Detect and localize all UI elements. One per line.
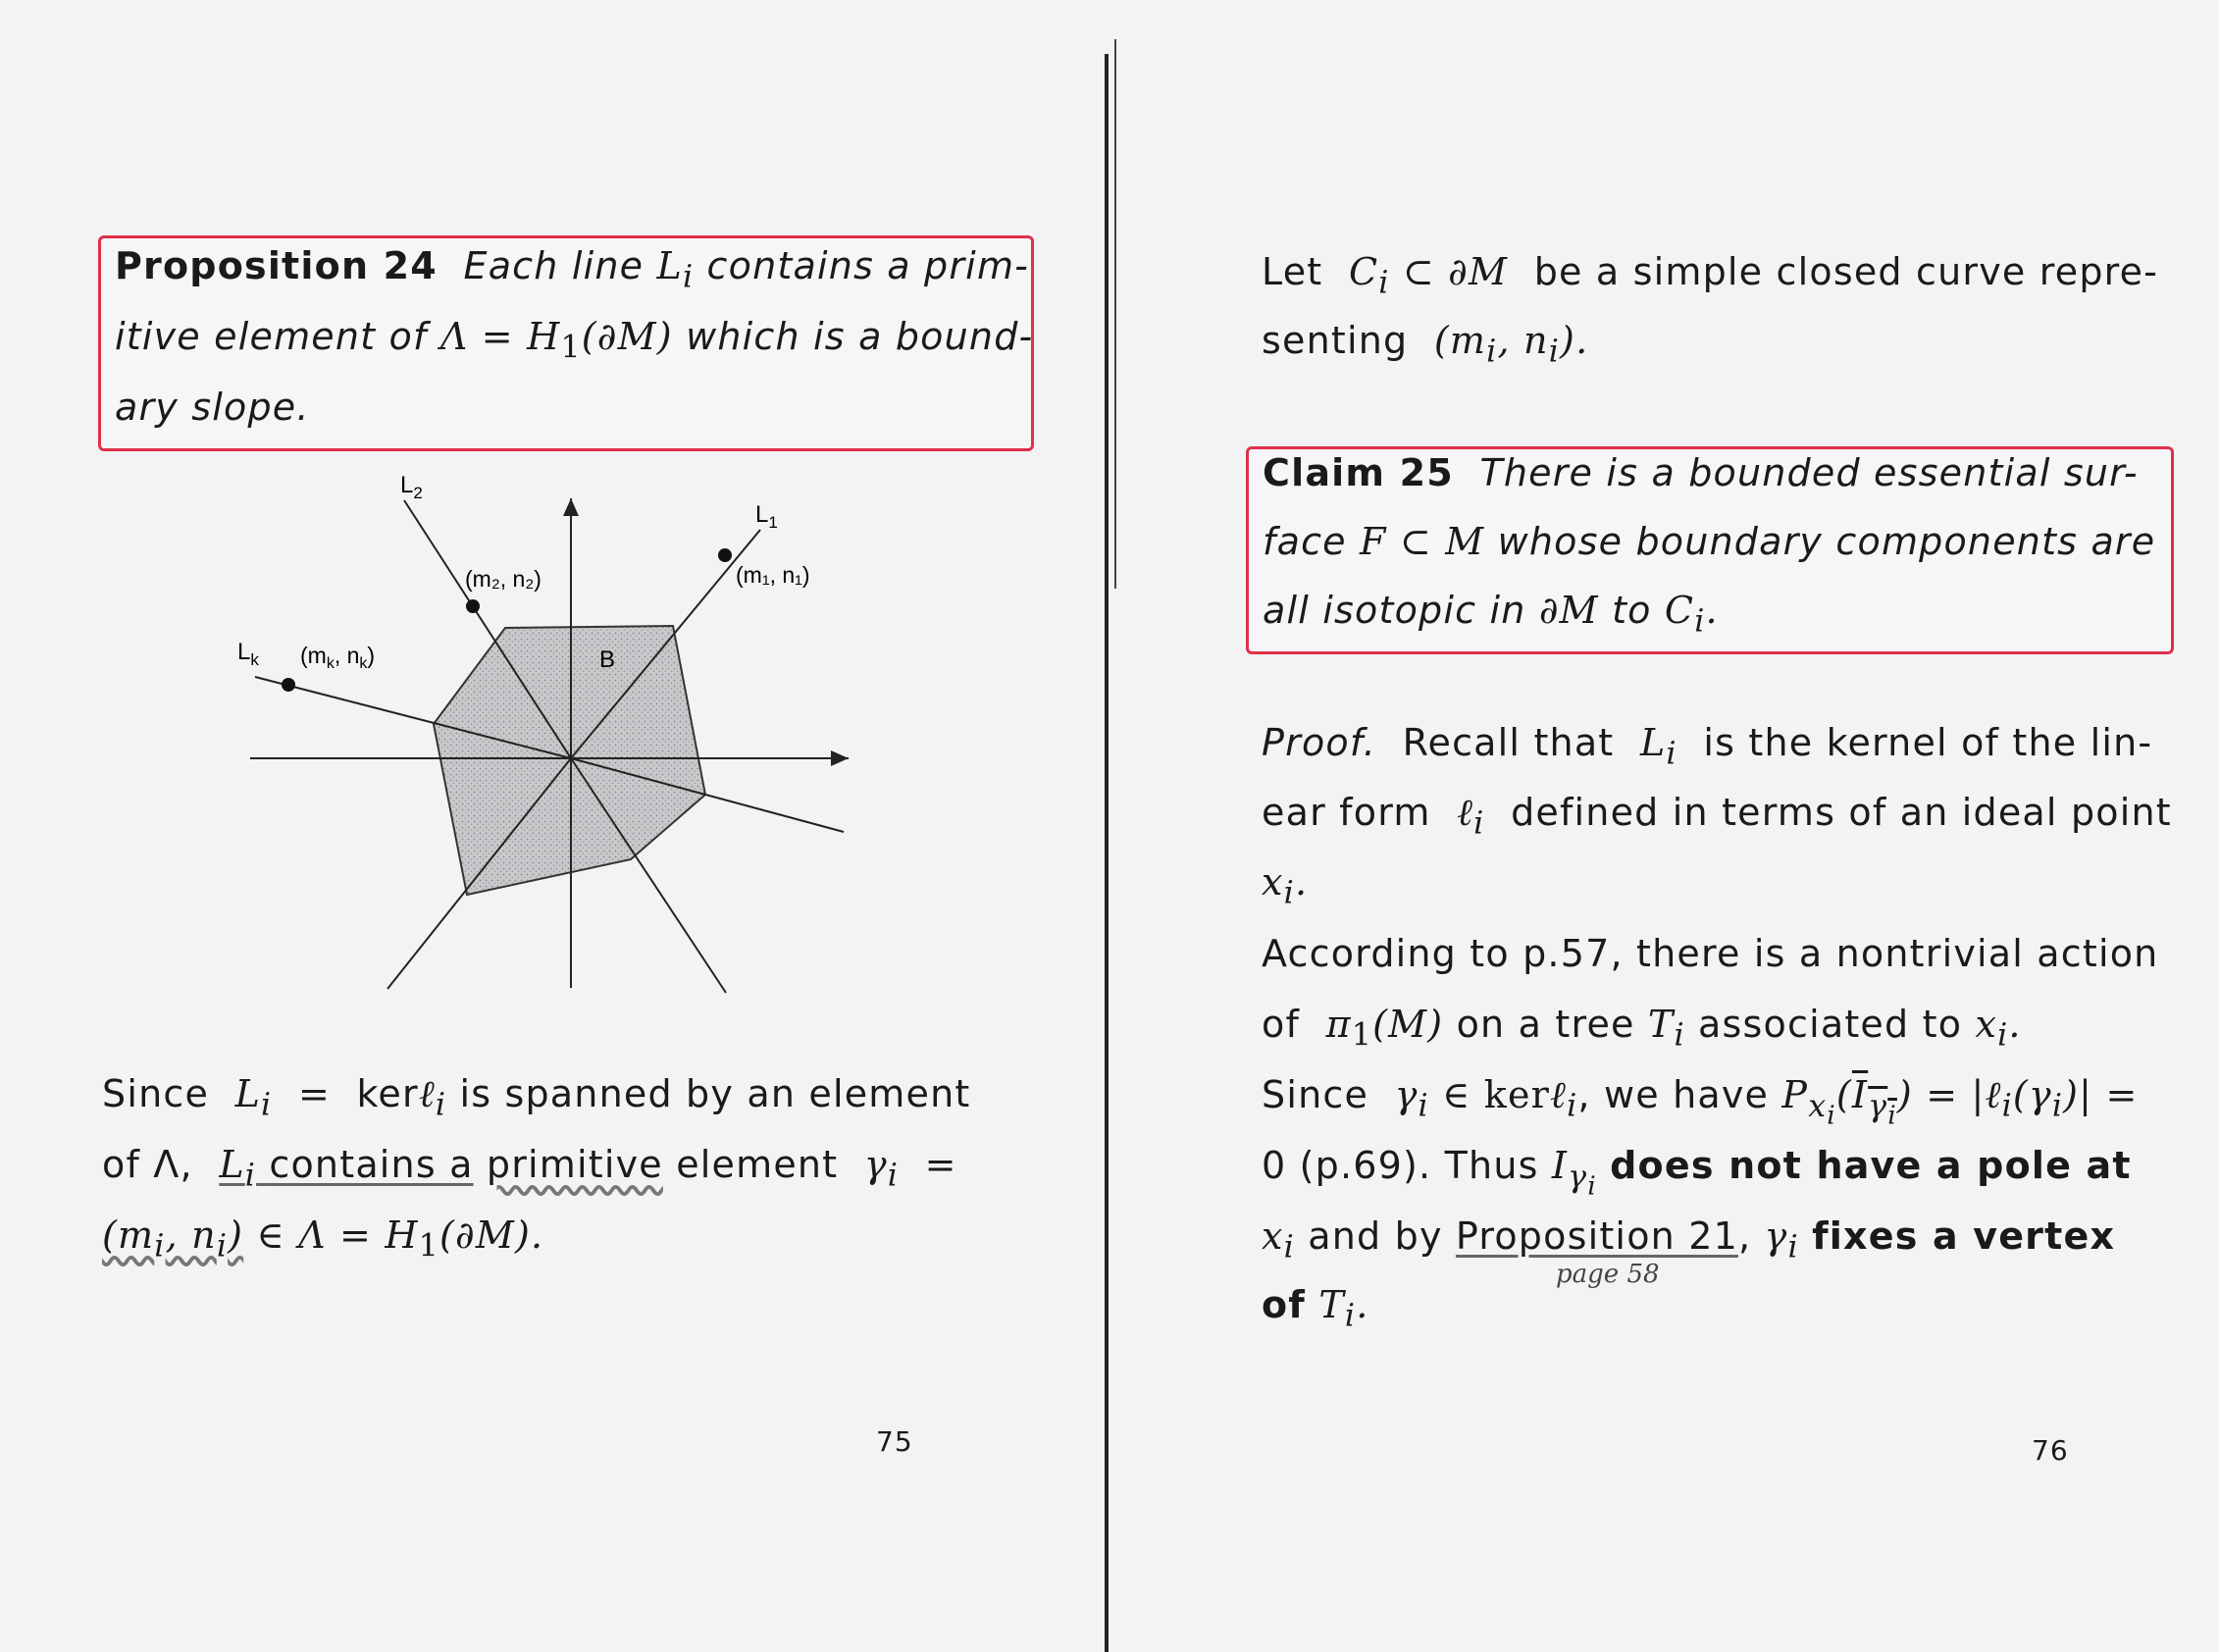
point-m2-n2 [466,599,480,613]
handwritten-note: page 58 [1556,1260,1660,1289]
proposition-21-reference: Proposition 21 [1455,1214,1738,1258]
proposition-line-1: Proposition 24 Each line $L_i$ contains a prim- [115,244,1030,295]
proposition-24-box [98,235,1034,451]
proof-line-7: 0 (p.69). Thus $I_{\gamma_i}$ does not have a pole at [1262,1144,2132,1201]
proposition-line-2: itive element of $\Lambda = H_1(\partial M)$ which is a bound- [115,315,1034,366]
point-m1-n1 [718,548,732,562]
claim-25-box [1246,446,2174,654]
point-mk-nk [282,678,295,692]
claim-line-1: Claim 25 There is a bounded essential sur- [1263,451,2139,494]
label-B: B [599,646,616,673]
label-Lk: $L_k$ [237,639,259,669]
left-body-line-2: of Λ, $L_i$ contains a primitive element $\gamma_i$ = [102,1143,957,1194]
left-page [0,0,1109,1652]
proof-line-4: According to p.57, there is a nontrivial action [1262,932,2159,975]
claim-line-2: face F ⊂ M whose boundary components are [1263,520,2156,563]
label-m1-n1: (m₁, n₁) [736,562,810,588]
label-mk-nk: ($m_k$, $n_k$) [300,643,376,672]
boundary-slope-diagram [226,461,873,1010]
right-para-1-line-1: Let $C_i$ ⊂ ∂M be a simple closed curve repre- [1262,250,2159,301]
proof-line-8: $x_i$ and by Proposition 21, $\gamma_i$ fixes a vertex [1262,1214,2116,1265]
label-m2-n2: (m₂, n₂) [465,566,542,592]
proof-line-6: Since $\gamma_i$ ∈ kerℓ$_i$, we have $P_{x_i}(I_{\gamma_i})$ = $|\ell_i(\gamma_i)|$ = [1262,1073,2139,1130]
proof-line-1: Proof. Recall that $L_i$ is the kernel of the lin- [1262,721,2153,772]
page-number-left: 75 [876,1425,913,1458]
claim-line-3: all isotopic in ∂M to $C_i$. [1263,589,1719,640]
proof-line-3: $x_i$. [1262,860,1309,911]
label-L1: $L_1$ [755,501,778,532]
left-body-line-3: ($m_i$, $n_i$) ∈ $\Lambda = H_1(\partial M)$. [102,1213,544,1265]
label-L2: $L_2$ [400,472,423,502]
right-para-1-line-2: senting ($m_i$, $n_i$). [1262,319,1589,370]
right-page [1109,0,2219,1652]
proposition-line-3: ary slope. [115,386,310,429]
proof-line-5: of $\pi_1(M)$ on a tree $T_i$ associated to $x_i$. [1262,1003,2022,1054]
proof-line-9: of $T_i$. [1262,1283,1369,1334]
left-body-line-1: Since $L_i$ = kerℓ$_i$ is spanned by an element [102,1072,971,1123]
page-number-right: 76 [2032,1434,2069,1467]
proof-line-2: ear form ℓ$_i$ defined in terms of an ideal point [1262,791,2172,842]
